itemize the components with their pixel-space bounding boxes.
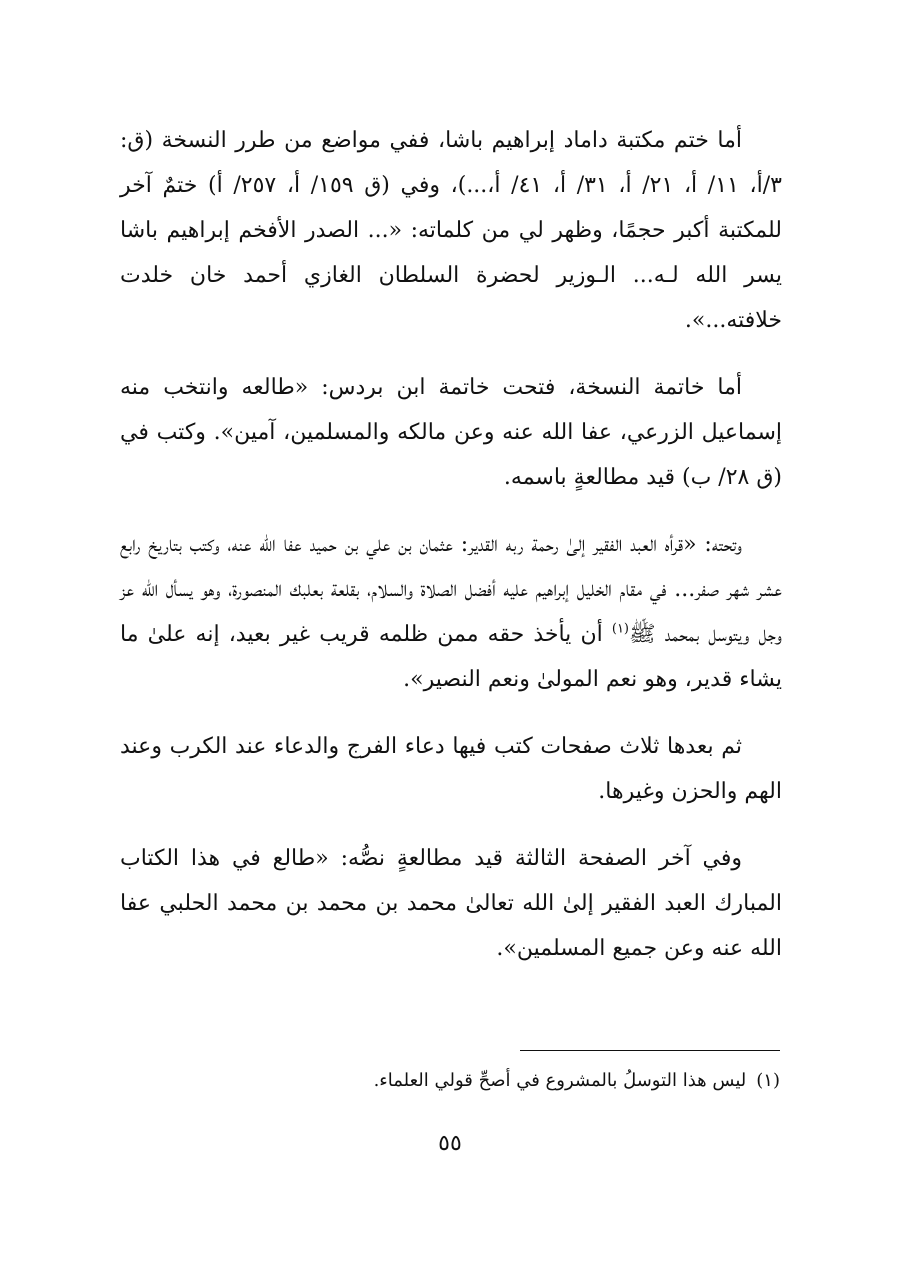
paragraph-reading-note (120, 522, 782, 702)
page-number: ٥٥ (438, 1131, 462, 1156)
footnote-text: ليس هذا التوسلُ بالمشروع في أصحِّ قولي العلماء. (373, 1070, 747, 1091)
footnote-marker: (١) (611, 621, 629, 637)
paragraph-manuscript-end: أما خاتمة النسخة، فتحت خاتمة ابن بردس: «طالعه وانتخب منه إسماعيل الزرعي، عفا الله عنه وعن مالكه والمسلمين، آمين». وكتب في (ق ٢٨/ ب) قيد مطالعةٍ باسمه. (120, 375, 782, 490)
main-text (120, 118, 782, 993)
paragraph-third-page-note: وفي آخر الصفحة الثالثة قيد مطالعةٍ نصُّه: «طالع في هذا الكتاب المبارك العبد الفقير إلىٰ الله تعالىٰ محمد بن محمد بن محمد الحلبي عفا الله عنه وعن جميع المسلمين». (120, 846, 782, 961)
paragraph-library-seal: أما ختم مكتبة داماد إبراهيم باشا، ففي مواضع من طرر النسخة (ق: ٣/أ، ١١/ أ، ٢١/ أ، ٣١/ أ، ٤١/ أ،...)، وفي (ق ١٥٩/ أ، ٢٥٧/ أ) ختمٌ آخر للمكتبة أكبر حجمًا، وظهر لي من كلماته: «... الصدر الأفخم إبراهيم باشا يسر الله لـه... الـوزير لحضرة السلطان الغازي أحمد خان خلدت خلافته...». (120, 128, 782, 333)
paragraph-supplications: ثم بعدها ثلاث صفحات كتب فيها دعاء الفرج والدعاء عند الكرب وعند الهم والحزن وغيرها. (120, 734, 782, 804)
footnote (118, 1066, 780, 1096)
footnote-number: (١) (756, 1070, 780, 1091)
footnote-separator (520, 1050, 780, 1051)
reading-note-text: وتحته: «قرأه العبد الفقير إلىٰ رحمة ربه القدير: عثمان بن علي بن حميد عفا الله عنه، وكتب بتاريخ رابع عشر شهر صفر... في مقام الخليل إبراهيم عليه أفضل الصلاة والسلام، بقلعة بعلبك المنصورة، وهو يسأل الله عز وجل ويتوسل بمحمد ﷺ (120, 532, 782, 647)
reading-note-continuation: أن يأخذ حقه ممن ظلمه قريب غير بعيد، إنه علىٰ ما يشاء قدير، وهو نعم المولىٰ ونعم النصير». (120, 622, 782, 692)
